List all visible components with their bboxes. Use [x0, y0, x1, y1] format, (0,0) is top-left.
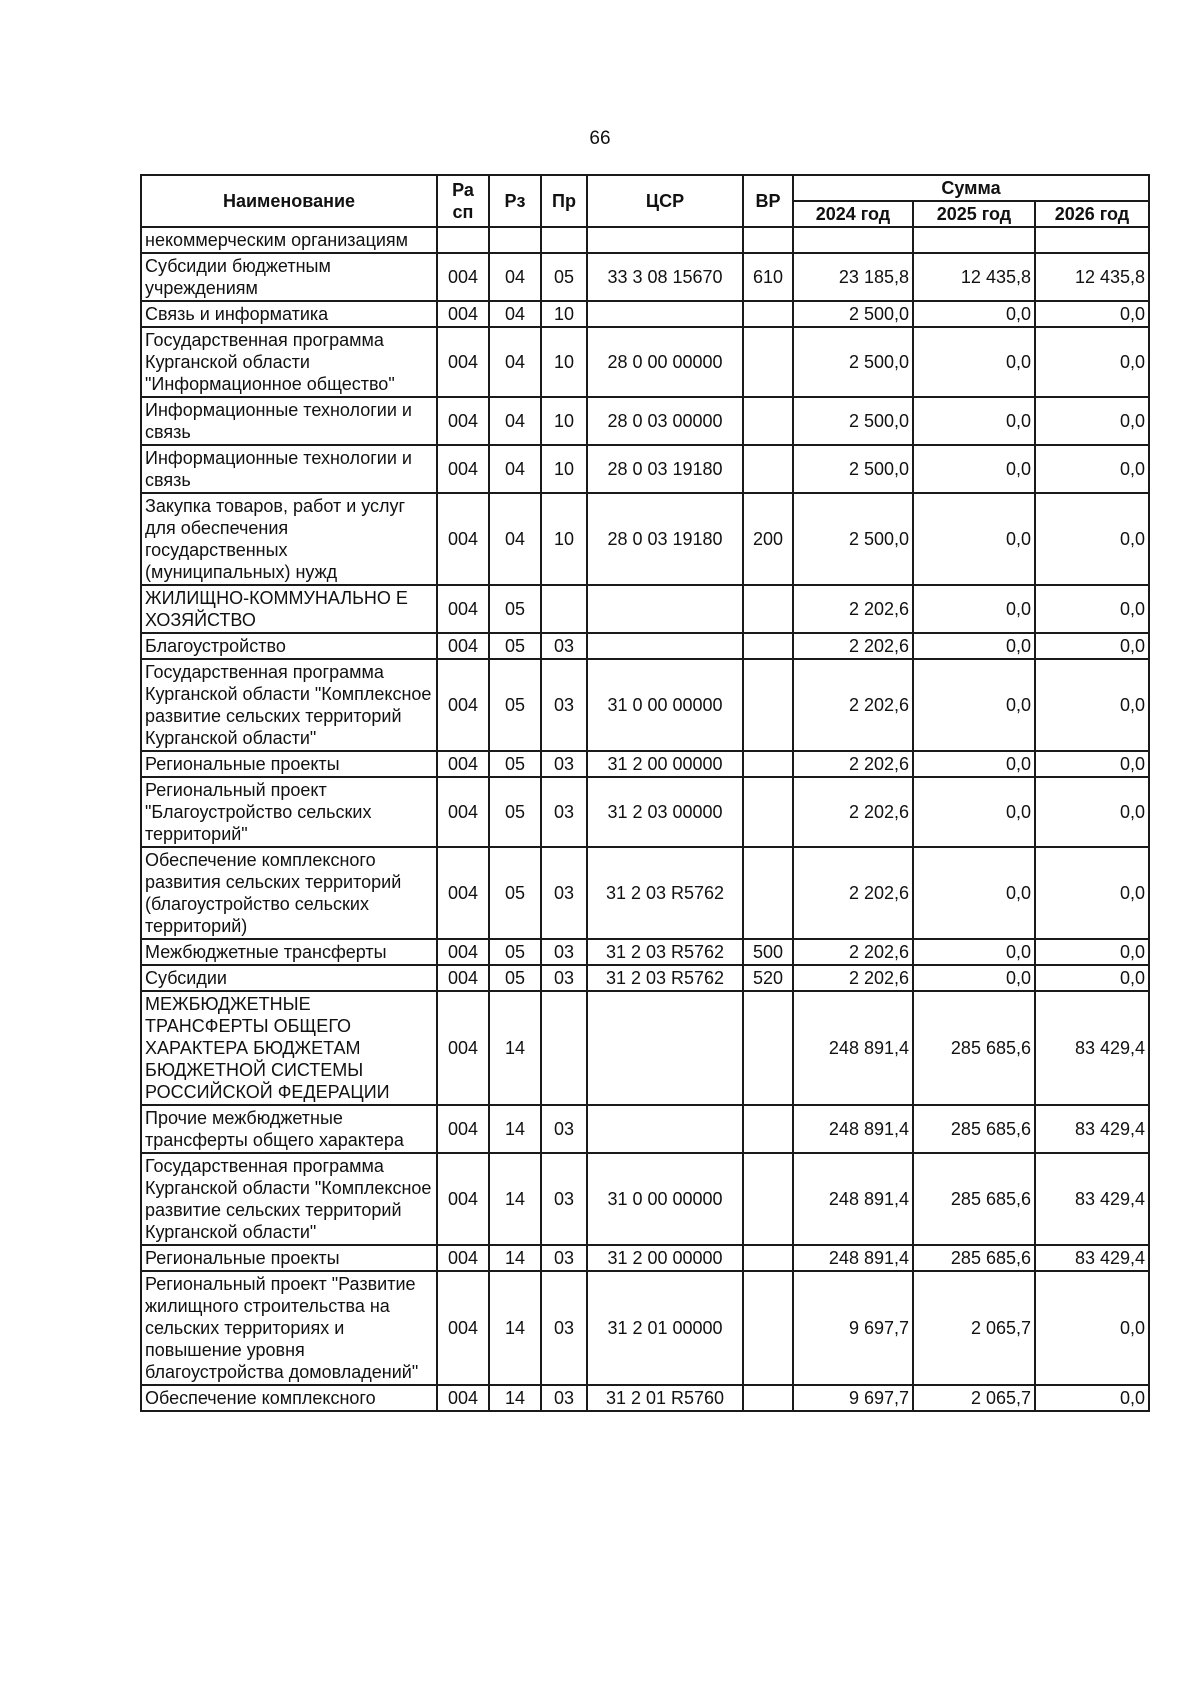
row-vr: 610: [743, 253, 793, 301]
row-sum-2025: 0,0: [913, 397, 1035, 445]
header-row: [141, 175, 1149, 201]
table-row: [141, 585, 1149, 633]
row-rz: 04: [489, 397, 541, 445]
row-rz: 05: [489, 751, 541, 777]
row-name: Региональные проекты: [141, 1245, 437, 1271]
row-rz: 14: [489, 1245, 541, 1271]
row-sum-2024: 248 891,4: [793, 1245, 913, 1271]
row-csr: 31 0 00 00000: [587, 659, 743, 751]
page-number: 66: [589, 128, 611, 149]
row-sum-2026: 0,0: [1035, 1385, 1149, 1411]
table-row: [141, 633, 1149, 659]
row-rz: 04: [489, 327, 541, 397]
table-row: [141, 1245, 1149, 1271]
row-csr: 31 2 03 R5762: [587, 965, 743, 991]
row-pr: [541, 227, 587, 253]
row-name: Прочие межбюджетные трансферты общего характера: [141, 1105, 437, 1153]
row-csr: [587, 585, 743, 633]
row-sum-2024: 2 202,6: [793, 965, 913, 991]
row-pr: 03: [541, 1245, 587, 1271]
row-rz: 05: [489, 777, 541, 847]
row-sum-2025: 0,0: [913, 965, 1035, 991]
row-sum-2025: [913, 227, 1035, 253]
row-pr: 03: [541, 659, 587, 751]
row-rz: 05: [489, 847, 541, 939]
row-sum-2025: 0,0: [913, 445, 1035, 493]
row-rz: 05: [489, 633, 541, 659]
row-name: некоммерческим организациям: [141, 227, 437, 253]
row-rz: 14: [489, 1385, 541, 1411]
row-vr: [743, 751, 793, 777]
row-vr: [743, 1385, 793, 1411]
row-rz: 05: [489, 939, 541, 965]
row-sum-2024: 2 500,0: [793, 327, 913, 397]
table-row: [141, 939, 1149, 965]
row-vr: [743, 1105, 793, 1153]
row-name: Региональные проекты: [141, 751, 437, 777]
row-rasp: 004: [437, 445, 489, 493]
row-sum-2026: 0,0: [1035, 301, 1149, 327]
row-csr: 31 2 01 R5760: [587, 1385, 743, 1411]
row-sum-2024: [793, 227, 913, 253]
row-name: Информационные технологии и связь: [141, 445, 437, 493]
row-sum-2026: 12 435,8: [1035, 253, 1149, 301]
row-pr: [541, 585, 587, 633]
row-vr: [743, 1153, 793, 1245]
row-rz: 04: [489, 445, 541, 493]
row-sum-2024: 248 891,4: [793, 991, 913, 1105]
row-sum-2026: 0,0: [1035, 445, 1149, 493]
row-csr: 33 3 08 15670: [587, 253, 743, 301]
row-vr: [743, 227, 793, 253]
row-vr: [743, 659, 793, 751]
row-pr: 03: [541, 1385, 587, 1411]
table-row: [141, 659, 1149, 751]
row-pr: 03: [541, 1105, 587, 1153]
row-sum-2025: 0,0: [913, 751, 1035, 777]
row-sum-2025: 0,0: [913, 847, 1035, 939]
header-rz: Рз: [489, 175, 541, 227]
row-rasp: 004: [437, 1385, 489, 1411]
row-sum-2025: 0,0: [913, 633, 1035, 659]
row-sum-2025: 285 685,6: [913, 1105, 1035, 1153]
row-name: Региональный проект "Благоустройство сельских территорий": [141, 777, 437, 847]
row-sum-2025: 2 065,7: [913, 1271, 1035, 1385]
row-sum-2025: 0,0: [913, 659, 1035, 751]
row-csr: 28 0 03 19180: [587, 493, 743, 585]
row-csr: [587, 1105, 743, 1153]
table-row: [141, 445, 1149, 493]
row-sum-2024: 2 202,6: [793, 659, 913, 751]
row-name: Обеспечение комплексного: [141, 1385, 437, 1411]
row-csr: 28 0 00 00000: [587, 327, 743, 397]
row-rasp: 004: [437, 991, 489, 1105]
row-sum-2026: 0,0: [1035, 585, 1149, 633]
row-pr: 03: [541, 633, 587, 659]
row-name: Субсидии: [141, 965, 437, 991]
row-pr: 10: [541, 397, 587, 445]
row-pr: 03: [541, 939, 587, 965]
header-pr: Пр: [541, 175, 587, 227]
row-vr: 500: [743, 939, 793, 965]
row-sum-2026: 0,0: [1035, 777, 1149, 847]
row-rasp: 004: [437, 777, 489, 847]
row-vr: [743, 777, 793, 847]
table-row: [141, 397, 1149, 445]
row-rz: [489, 227, 541, 253]
header-2026: 2026 год: [1035, 201, 1149, 227]
row-name: Региональный проект "Развитие жилищного строительства на сельских территориях и повышение уровня благоустройства домовладений": [141, 1271, 437, 1385]
row-pr: 03: [541, 751, 587, 777]
row-vr: [743, 1245, 793, 1271]
row-vr: [743, 585, 793, 633]
row-rasp: 004: [437, 493, 489, 585]
row-vr: [743, 991, 793, 1105]
row-rasp: 004: [437, 1105, 489, 1153]
table-row: [141, 965, 1149, 991]
row-csr: 31 2 00 00000: [587, 751, 743, 777]
row-pr: 10: [541, 327, 587, 397]
row-sum-2024: 2 500,0: [793, 397, 913, 445]
row-rasp: 004: [437, 1245, 489, 1271]
row-sum-2025: 0,0: [913, 777, 1035, 847]
row-sum-2026: 0,0: [1035, 1271, 1149, 1385]
row-rz: 04: [489, 301, 541, 327]
row-pr: 10: [541, 445, 587, 493]
row-sum-2026: 83 429,4: [1035, 1245, 1149, 1271]
row-vr: [743, 327, 793, 397]
row-rasp: 004: [437, 847, 489, 939]
row-rasp: 004: [437, 1271, 489, 1385]
row-sum-2024: 2 202,6: [793, 751, 913, 777]
budget-table: [140, 174, 1150, 1412]
row-name: ЖИЛИЩНО-КОММУНАЛЬНО Е ХОЗЯЙСТВО: [141, 585, 437, 633]
row-rasp: 004: [437, 751, 489, 777]
row-sum-2026: 0,0: [1035, 327, 1149, 397]
row-sum-2024: 248 891,4: [793, 1105, 913, 1153]
row-pr: 03: [541, 1271, 587, 1385]
row-rz: 14: [489, 1105, 541, 1153]
row-name: Государственная программа Курганской области "Информационное общество": [141, 327, 437, 397]
row-rasp: 004: [437, 965, 489, 991]
row-sum-2026: 0,0: [1035, 965, 1149, 991]
row-sum-2025: 285 685,6: [913, 1153, 1035, 1245]
header-name: Наименование: [141, 175, 437, 227]
header-2025: 2025 год: [913, 201, 1035, 227]
row-rz: 04: [489, 253, 541, 301]
row-pr: 03: [541, 965, 587, 991]
row-rz: 14: [489, 991, 541, 1105]
row-csr: 31 2 03 R5762: [587, 939, 743, 965]
row-sum-2026: 0,0: [1035, 397, 1149, 445]
row-sum-2024: 2 500,0: [793, 301, 913, 327]
row-name: Благоустройство: [141, 633, 437, 659]
row-sum-2024: 2 202,6: [793, 847, 913, 939]
table-row: [141, 1153, 1149, 1245]
row-name: Обеспечение комплексного развития сельских территорий (благоустройство сельских территорий): [141, 847, 437, 939]
row-sum-2024: 2 202,6: [793, 777, 913, 847]
row-rasp: 004: [437, 1153, 489, 1245]
table-row: [141, 253, 1149, 301]
table-row: [141, 751, 1149, 777]
row-sum-2026: 0,0: [1035, 751, 1149, 777]
row-sum-2024: 2 202,6: [793, 585, 913, 633]
row-csr: [587, 633, 743, 659]
row-sum-2026: 0,0: [1035, 633, 1149, 659]
row-sum-2025: 0,0: [913, 493, 1035, 585]
header-2024: 2024 год: [793, 201, 913, 227]
row-rz: 05: [489, 659, 541, 751]
row-pr: 03: [541, 847, 587, 939]
row-csr: [587, 227, 743, 253]
row-pr: 03: [541, 1153, 587, 1245]
row-name: Субсидии бюджетным учреждениям: [141, 253, 437, 301]
row-rasp: 004: [437, 585, 489, 633]
row-sum-2025: 0,0: [913, 301, 1035, 327]
row-pr: 10: [541, 301, 587, 327]
row-sum-2025: 2 065,7: [913, 1385, 1035, 1411]
row-rz: 05: [489, 585, 541, 633]
row-csr: [587, 991, 743, 1105]
row-sum-2024: 248 891,4: [793, 1153, 913, 1245]
row-sum-2026: 0,0: [1035, 847, 1149, 939]
table-row: [141, 777, 1149, 847]
row-name: Закупка товаров, работ и услуг для обеспечения государственных (муниципальных) нужд: [141, 493, 437, 585]
row-csr: 31 2 03 00000: [587, 777, 743, 847]
table-row: [141, 847, 1149, 939]
row-rasp: 004: [437, 939, 489, 965]
row-name: Государственная программа Курганской области "Комплексное развитие сельских территорий Курганской области": [141, 659, 437, 751]
row-vr: [743, 1271, 793, 1385]
row-csr: 31 2 01 00000: [587, 1271, 743, 1385]
row-pr: 05: [541, 253, 587, 301]
row-sum-2024: 2 500,0: [793, 445, 913, 493]
row-vr: [743, 847, 793, 939]
row-rasp: 004: [437, 327, 489, 397]
row-sum-2025: 285 685,6: [913, 991, 1035, 1105]
row-sum-2026: 0,0: [1035, 939, 1149, 965]
row-sum-2025: 12 435,8: [913, 253, 1035, 301]
row-rasp: 004: [437, 301, 489, 327]
row-vr: [743, 633, 793, 659]
row-name: Связь и информатика: [141, 301, 437, 327]
row-sum-2025: 0,0: [913, 585, 1035, 633]
table-row: [141, 227, 1149, 253]
row-pr: 10: [541, 493, 587, 585]
row-sum-2024: 2 202,6: [793, 939, 913, 965]
row-csr: 31 2 03 R5762: [587, 847, 743, 939]
row-csr: 31 0 00 00000: [587, 1153, 743, 1245]
row-vr: [743, 397, 793, 445]
row-rasp: 004: [437, 397, 489, 445]
row-csr: 28 0 03 00000: [587, 397, 743, 445]
row-name: МЕЖБЮДЖЕТНЫЕ ТРАНСФЕРТЫ ОБЩЕГО ХАРАКТЕРА БЮДЖЕТАМ БЮДЖЕТНОЙ СИСТЕМЫ РОССИЙСКОЙ ФЕДЕРАЦИИ: [141, 991, 437, 1105]
row-vr: [743, 445, 793, 493]
row-sum-2024: 2 500,0: [793, 493, 913, 585]
row-sum-2026: 83 429,4: [1035, 991, 1149, 1105]
row-name: Информационные технологии и связь: [141, 397, 437, 445]
row-sum-2026: [1035, 227, 1149, 253]
table-row: [141, 1271, 1149, 1385]
row-csr: [587, 301, 743, 327]
row-name: Государственная программа Курганской области "Комплексное развитие сельских территорий Курганской области": [141, 1153, 437, 1245]
row-pr: 03: [541, 777, 587, 847]
row-csr: 31 2 00 00000: [587, 1245, 743, 1271]
table-row: [141, 327, 1149, 397]
row-sum-2024: 23 185,8: [793, 253, 913, 301]
row-pr: [541, 991, 587, 1105]
header-vr: ВР: [743, 175, 793, 227]
row-sum-2025: 285 685,6: [913, 1245, 1035, 1271]
row-rasp: 004: [437, 253, 489, 301]
header-csr: ЦСР: [587, 175, 743, 227]
row-sum-2024: 2 202,6: [793, 633, 913, 659]
table-row: [141, 493, 1149, 585]
row-rz: 05: [489, 965, 541, 991]
row-rasp: 004: [437, 659, 489, 751]
row-sum-2026: 83 429,4: [1035, 1105, 1149, 1153]
row-sum-2024: 9 697,7: [793, 1385, 913, 1411]
row-sum-2025: 0,0: [913, 939, 1035, 965]
table-row: [141, 1385, 1149, 1411]
row-sum-2024: 9 697,7: [793, 1271, 913, 1385]
table-row: [141, 991, 1149, 1105]
row-csr: 28 0 03 19180: [587, 445, 743, 493]
table-row: [141, 301, 1149, 327]
header-rasp: Ра сп: [437, 175, 489, 227]
row-rz: 14: [489, 1153, 541, 1245]
row-sum-2026: 0,0: [1035, 493, 1149, 585]
row-sum-2025: 0,0: [913, 327, 1035, 397]
row-vr: 520: [743, 965, 793, 991]
table-body: [141, 227, 1149, 1411]
row-sum-2026: 0,0: [1035, 659, 1149, 751]
row-name: Межбюджетные трансферты: [141, 939, 437, 965]
row-rz: 04: [489, 493, 541, 585]
row-vr: 200: [743, 493, 793, 585]
row-rasp: 004: [437, 633, 489, 659]
row-sum-2026: 83 429,4: [1035, 1153, 1149, 1245]
row-rasp: [437, 227, 489, 253]
header-sum: Сумма: [793, 175, 1149, 201]
row-vr: [743, 301, 793, 327]
table-row: [141, 1105, 1149, 1153]
row-rz: 14: [489, 1271, 541, 1385]
